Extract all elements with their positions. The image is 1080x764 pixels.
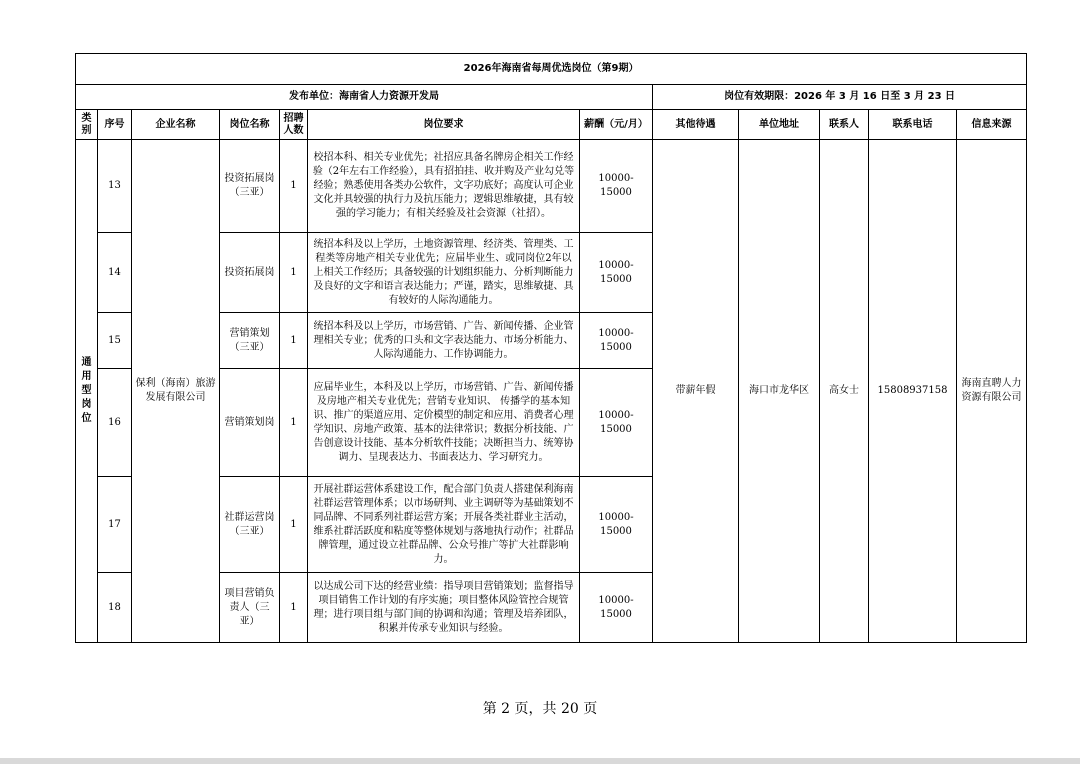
company-cell: 保利（海南）旅游发展有限公司 (132, 140, 220, 643)
contact-cell: 高女士 (820, 140, 869, 643)
header-seq: 序号 (98, 110, 132, 140)
header-phone: 联系电话 (869, 110, 957, 140)
count-cell: 1 (280, 140, 308, 233)
seq-cell: 15 (98, 313, 132, 369)
header-requirements: 岗位要求 (308, 110, 580, 140)
count-cell: 1 (280, 369, 308, 477)
address-cell: 海口市龙华区 (739, 140, 820, 643)
validity-period: 岗位有效期限：2026 年 3 月 16 日至 3 月 23 日 (653, 85, 1027, 110)
position-cell: 社群运营岗（三亚） (220, 477, 280, 573)
table-row (76, 140, 1027, 233)
requirements-cell: 应届毕业生，本科及以上学历，市场营销、广告、新闻传播及房地产相关专业优先；营销专业知识、 传播学的基本知识、推广的渠道应用、定价模型的制定和应用、消费者心理学知识、房地产政策、基本的法律常识；数据分析技能、广告创意设计技能、基本分析软件技能；决断担当力、统筹协调力、呈现表达力、书面表达力、学习研究力。 (308, 369, 580, 477)
category-cell (76, 140, 98, 643)
publisher: 发布单位：海南省人力资源开发局 (76, 85, 653, 110)
salary-cell: 10000-15000 (580, 369, 653, 477)
position-cell: 投资拓展岗 (220, 233, 280, 313)
position-cell: 项目营销负责人（三亚） (220, 573, 280, 643)
header-company: 企业名称 (132, 110, 220, 140)
seq-cell: 16 (98, 369, 132, 477)
requirements-cell: 统招本科及以上学历，土地资源管理、经济类、管理类、工程类等房地产相关专业优先；应届毕业生、或同岗位2年以上相关工作经历；具备较强的计划组织能力、分析判断能力及良好的文字和语言表达能力；严谨，踏实，思维敏捷、具有较好的人际沟通能力。 (308, 233, 580, 313)
count-cell: 1 (280, 573, 308, 643)
count-cell: 1 (280, 233, 308, 313)
salary-cell: 10000-15000 (580, 233, 653, 313)
salary-cell: 10000-15000 (580, 477, 653, 573)
job-listing-table (75, 53, 1027, 643)
header-salary: 薪酬（元/月） (580, 110, 653, 140)
salary-cell: 10000-15000 (580, 573, 653, 643)
count-cell: 1 (280, 477, 308, 573)
header-source: 信息来源 (957, 110, 1027, 140)
salary-cell: 10000-15000 (580, 313, 653, 369)
phone-cell: 15808937158 (869, 140, 957, 643)
benefits-cell: 带薪年假 (653, 140, 739, 643)
seq-cell: 17 (98, 477, 132, 573)
requirements-cell: 以达成公司下达的经营业绩：指导项目营销策划；监督指导项目销售工作计划的有序实施；项目整体风险管控合规管理；进行项目组与部门间的协调和沟通；管理及培养团队，积累并传承专业知识与经验。 (308, 573, 580, 643)
salary-cell: 10000-15000 (580, 140, 653, 233)
source-cell: 海南直聘人力资源有限公司 (957, 140, 1027, 643)
requirements-cell: 校招本科、相关专业优先；社招应具备名牌房企相关工作经验（2年左右工作经验），具有招拍挂、收并购及产业勾兑等经验；熟悉使用各类办公软件，文字功底好；高度认可企业文化并具较强的执行力及抗压能力；逻辑思维敏捷，具有较强的学习能力；有相关经验及社会资源（社招）。 (308, 140, 580, 233)
header-count: 招聘人数 (280, 110, 308, 140)
seq-cell: 13 (98, 140, 132, 233)
position-cell: 投资拓展岗（三亚） (220, 140, 280, 233)
category-label: 通用型岗位 (81, 357, 92, 424)
header-category: 类别 (76, 110, 98, 140)
header-contact: 联系人 (820, 110, 869, 140)
table-title: 2026年海南省每周优选岗位（第9期） (76, 54, 1027, 85)
requirements-cell: 统招本科及以上学历，市场营销、广告、新闻传播、企业管理相关专业；优秀的口头和文字表达能力、市场分析能力、人际沟通能力、工作协调能力。 (308, 313, 580, 369)
header-benefits: 其他待遇 (653, 110, 739, 140)
seq-cell: 14 (98, 233, 132, 313)
page-number: 第 2 页，共 20 页 (482, 701, 598, 717)
seq-cell: 18 (98, 573, 132, 643)
header-position: 岗位名称 (220, 110, 280, 140)
requirements-cell: 开展社群运营体系建设工作，配合部门负责人搭建保利海南社群运营管理体系；以市场研判、业主调研等为基础策划不同品牌、不同系列社群运营方案；开展各类社群业主活动，维系社群活跃度和粘度等整体规划与落地执行动作；社群品牌管理，通过设立社群品牌、公众号推广等扩大社群影响力。 (308, 477, 580, 573)
page-edge (0, 758, 1080, 764)
count-cell: 1 (280, 313, 308, 369)
header-address: 单位地址 (739, 110, 820, 140)
position-cell: 营销策划（三亚） (220, 313, 280, 369)
position-cell: 营销策划岗 (220, 369, 280, 477)
